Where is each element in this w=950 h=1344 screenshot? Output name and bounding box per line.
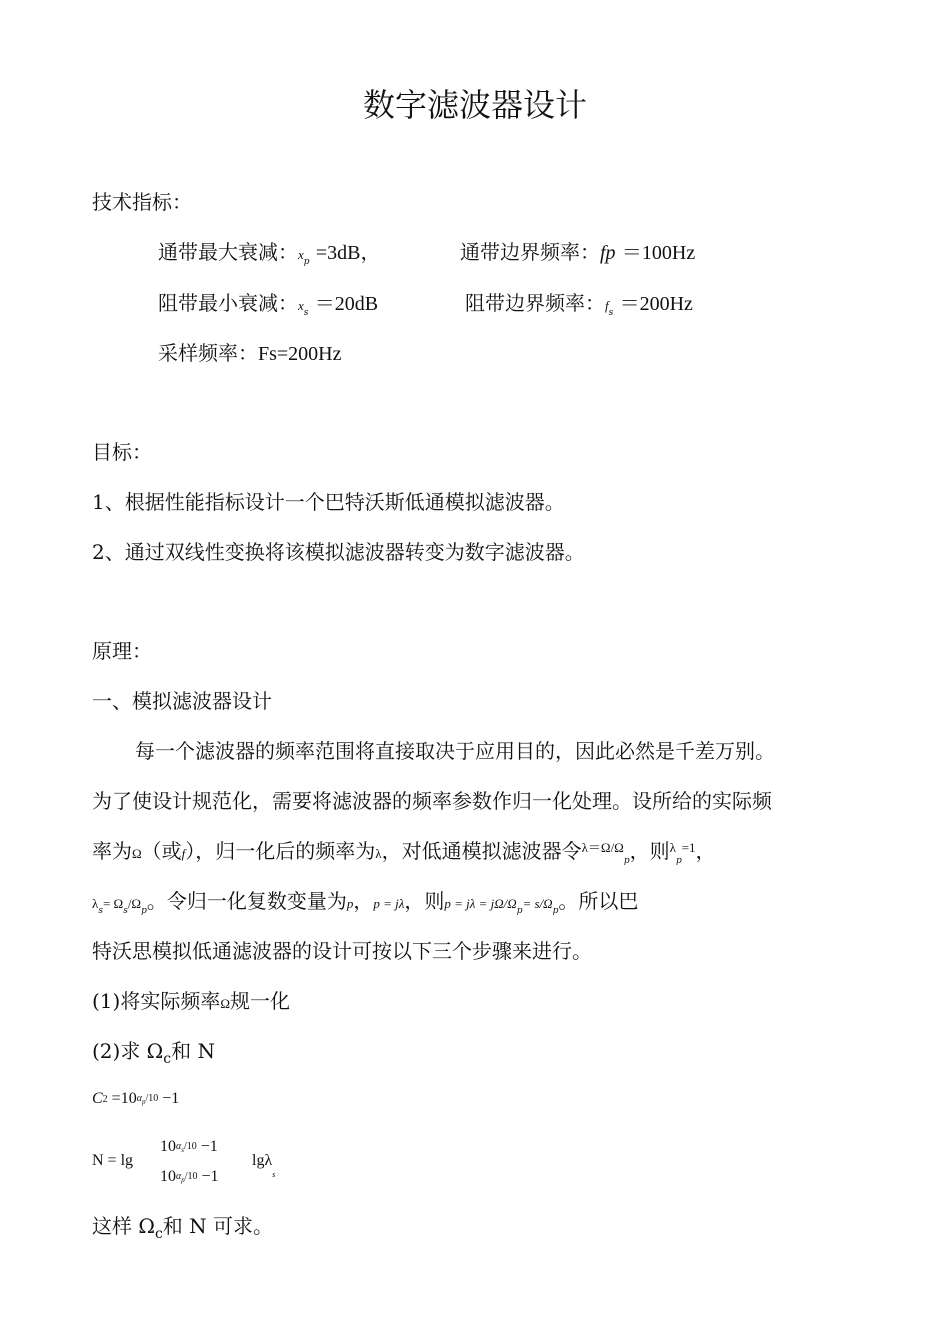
pass-atten-sub: p bbox=[303, 257, 310, 267]
subscript: s bbox=[123, 906, 128, 916]
spec-heading: 技术指标： bbox=[92, 190, 192, 214]
stop-edge-label: 阻带边界频率： bbox=[465, 291, 605, 315]
text-segment: ，则 bbox=[404, 889, 445, 913]
para-line-5: 特沃思模拟低通滤波器的设计可按以下三个步骤来进行。 bbox=[92, 939, 592, 963]
sample-value: Fs=200Hz bbox=[258, 343, 342, 365]
minus-one: −1 bbox=[200, 1138, 218, 1155]
equation-lambda-def: λ＝Ω/Ω bbox=[581, 840, 624, 855]
text-segment: 和 N bbox=[171, 1039, 215, 1063]
equation-rhs: =1 bbox=[681, 840, 696, 855]
omega-symbol: Ω bbox=[132, 846, 142, 861]
text-segment: 规一化 bbox=[230, 989, 291, 1013]
subscript: p bbox=[552, 906, 559, 916]
para-line-3 bbox=[92, 835, 716, 866]
minus-one: −1 bbox=[162, 1090, 180, 1107]
equation-p: p = jλ bbox=[373, 896, 405, 911]
subscript: p bbox=[181, 1176, 185, 1184]
pass-edge-var: fp bbox=[600, 242, 616, 264]
text-segment: ），归一化后的频率为 bbox=[185, 839, 376, 863]
subscript: p bbox=[623, 856, 630, 866]
pass-atten-row bbox=[158, 236, 381, 267]
subscript: p bbox=[141, 1098, 146, 1106]
exponent-rest: /10 bbox=[184, 1171, 198, 1182]
exponent: 2 bbox=[102, 1094, 108, 1105]
step-1 bbox=[92, 985, 290, 1014]
text-segment: ， bbox=[353, 889, 374, 913]
formula-n-numerator bbox=[160, 1138, 218, 1156]
subscript: c bbox=[154, 1226, 163, 1242]
text-segment: (1)将实际频率 bbox=[92, 989, 221, 1013]
stop-atten-label: 阻带最小衰减： bbox=[158, 291, 298, 315]
lg-lambda: lgλ bbox=[252, 1152, 273, 1169]
pass-edge-label: 通带边界频率： bbox=[460, 240, 600, 264]
ten: 10 bbox=[160, 1138, 176, 1155]
section-heading: 一、模拟滤波器设计 bbox=[92, 689, 272, 713]
text-segment: 。令归一化复数变量为 bbox=[146, 889, 347, 913]
subscript: s bbox=[181, 1146, 184, 1154]
lambda-symbol: λ bbox=[375, 846, 382, 861]
alpha-symbol: α bbox=[176, 1141, 182, 1152]
formula-n-denominator bbox=[160, 1168, 219, 1186]
pass-atten-value: =3dB， bbox=[315, 242, 381, 264]
subscript: s bbox=[272, 1170, 276, 1180]
formula-c2 bbox=[92, 1090, 179, 1108]
equation-p-s: = s/Ω bbox=[522, 896, 553, 911]
subscript: c bbox=[163, 1051, 172, 1067]
exponent-rest: /10 bbox=[145, 1093, 159, 1104]
pass-edge-row bbox=[460, 236, 695, 265]
pass-atten-var: x bbox=[298, 247, 304, 262]
equation-lambda-p: λ bbox=[669, 840, 676, 855]
stop-edge-sub: s bbox=[608, 308, 614, 318]
sample-label: 采样频率： bbox=[158, 341, 258, 365]
stop-atten-row bbox=[158, 287, 378, 318]
formula-n-lhs: N = lg bbox=[92, 1152, 134, 1169]
stop-atten-var: x bbox=[298, 298, 304, 313]
lambda-s: λ bbox=[92, 896, 99, 911]
para-line-4 bbox=[92, 885, 638, 916]
stop-atten-sub: s bbox=[303, 308, 309, 318]
c-symbol: C bbox=[92, 1090, 103, 1107]
formula-n-rhs bbox=[252, 1152, 276, 1180]
omega-symbol: Ω bbox=[220, 996, 231, 1011]
text-segment: ， bbox=[695, 839, 716, 863]
step-2 bbox=[92, 1035, 215, 1067]
pass-edge-value: ＝100Hz bbox=[621, 242, 696, 264]
subscript: p bbox=[675, 856, 682, 866]
alpha-symbol: α bbox=[176, 1171, 182, 1182]
stop-edge-var: f bbox=[605, 298, 609, 313]
text-segment: （或 bbox=[141, 839, 182, 863]
stop-edge-value: ＝200Hz bbox=[619, 293, 693, 315]
text-segment: 。所以巴 bbox=[558, 889, 639, 913]
goal-item-2: 2、通过双线性变换将该模拟滤波器转变为数字滤波器。 bbox=[92, 540, 585, 564]
principle-heading: 原理： bbox=[92, 639, 152, 663]
exponent-rest: /10 bbox=[183, 1141, 197, 1152]
stop-atten-value: ＝20dB bbox=[314, 293, 379, 315]
text-segment: 这样 Ω bbox=[92, 1214, 155, 1238]
ten: 10 bbox=[160, 1168, 176, 1185]
minus-one: −1 bbox=[201, 1168, 219, 1185]
text-segment: ，则 bbox=[629, 839, 670, 863]
subscript: s bbox=[98, 906, 103, 916]
text-segment: ，对低通模拟滤波器令 bbox=[381, 839, 582, 863]
para-line-2: 为了使设计规范化，需要将滤波器的频率参数作归一化处理。设所给的实际频 bbox=[92, 789, 772, 813]
stop-edge-row bbox=[465, 287, 693, 318]
sample-row bbox=[158, 337, 342, 366]
text-segment: (2)求 Ω bbox=[92, 1039, 164, 1063]
subscript: p bbox=[516, 906, 523, 916]
alpha-symbol: α bbox=[136, 1093, 142, 1104]
p-symbol: p bbox=[346, 896, 354, 911]
ten: =10 bbox=[111, 1090, 137, 1107]
f-symbol: f bbox=[181, 846, 186, 861]
page-title: 数字滤波器设计 bbox=[362, 86, 587, 124]
equation-p-full: p = jλ = jΩ/Ω bbox=[444, 896, 517, 911]
omega-s: = Ω bbox=[102, 896, 124, 911]
para-line-1: 每一个滤波器的频率范围将直接取决于应用目的，因此必然是千差万别。 bbox=[135, 739, 775, 763]
pass-atten-label: 通带最大衰减： bbox=[158, 240, 298, 264]
text-segment: 和 N 可求。 bbox=[162, 1214, 274, 1238]
goal-item-1: 1、根据性能指标设计一个巴特沃斯低通模拟滤波器。 bbox=[92, 490, 565, 514]
subscript: p bbox=[141, 906, 147, 916]
omega-p: /Ω bbox=[127, 896, 142, 911]
goal-heading: 目标： bbox=[92, 440, 152, 464]
final-line bbox=[92, 1210, 273, 1242]
text-segment: 率为 bbox=[92, 839, 132, 863]
